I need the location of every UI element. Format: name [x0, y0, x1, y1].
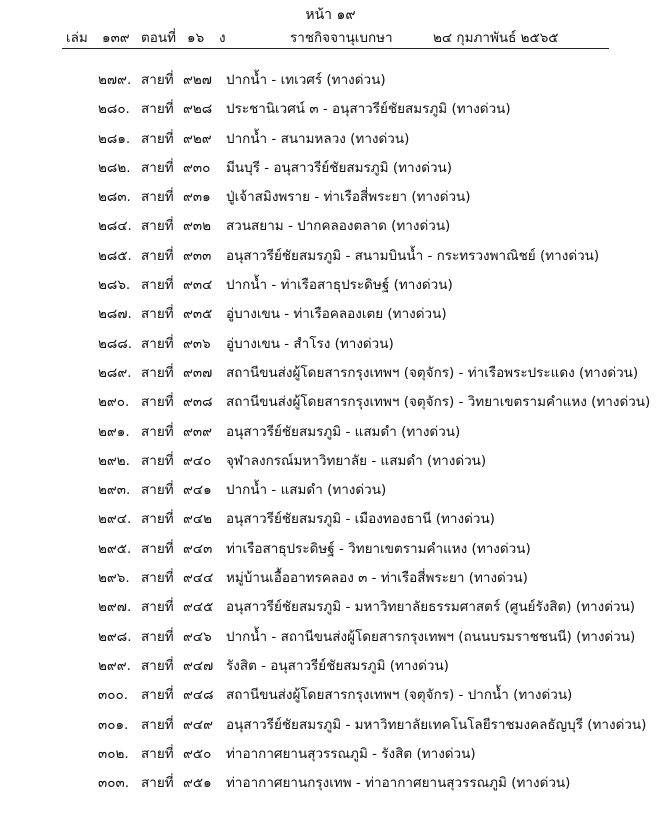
route-label: สายที่ — [141, 570, 174, 587]
route-entry — [0, 449, 661, 478]
route-entry — [0, 625, 661, 654]
route-code: ๙๕๐ — [183, 745, 212, 762]
entry-number: ๒๙๗. — [98, 599, 132, 616]
route-entry — [0, 97, 661, 126]
route-code: ๙๓๒ — [183, 218, 212, 235]
route-label: สายที่ — [141, 394, 174, 411]
route-label: สายที่ — [141, 335, 174, 352]
entry-number: ๓๐๒. — [98, 745, 129, 762]
route-code: ๙๓๙ — [183, 423, 213, 440]
route-label: สายที่ — [141, 159, 174, 176]
entry-number: ๒๘๗. — [98, 306, 132, 323]
entry-number: ๓๐๐. — [98, 687, 128, 704]
route-label: สายที่ — [141, 452, 174, 469]
route-code: ๙๔๒ — [183, 511, 213, 528]
route-label: สายที่ — [141, 364, 174, 381]
route-code: ๙๔๗ — [183, 657, 214, 674]
route-entry — [0, 742, 661, 771]
route-entry — [0, 390, 661, 419]
entry-number: ๒๘๐. — [98, 101, 130, 118]
route-label: สายที่ — [141, 247, 174, 264]
entry-number: ๒๘๕. — [98, 247, 132, 264]
route-code: ๙๔๔ — [183, 570, 214, 587]
route-code: ๙๔๑ — [183, 482, 212, 499]
route-label: สายที่ — [141, 72, 174, 88]
route-description: อนุสาวรีย์ชัยสมรภูมิ - แสมดำ (ทางด่วน) — [226, 423, 461, 440]
route-code: ๙๓๗ — [183, 364, 213, 381]
entry-number: ๒๘๖. — [98, 277, 131, 294]
route-label: สายที่ — [141, 482, 174, 499]
route-entry — [0, 654, 661, 683]
entry-number: ๓๐๑. — [98, 716, 129, 733]
route-description: สถานีขนส่งผู้โดยสารกรุงเทพฯ (จตุจักร) - ท่าเรือพระประแดง (ทางด่วน) — [226, 364, 639, 381]
route-label: สายที่ — [141, 599, 174, 616]
route-label: สายที่ — [141, 745, 174, 762]
route-label: สายที่ — [141, 511, 174, 528]
route-label: สายที่ — [141, 218, 174, 235]
route-description: ปากน้ำ - เทเวศร์ (ทางด่วน) — [226, 72, 386, 88]
section-letter: ง — [219, 30, 226, 46]
entry-number: ๒๘๔. — [98, 218, 132, 235]
entry-number: ๒๗๙. — [98, 72, 132, 88]
route-code: ๙๓๘ — [183, 394, 213, 411]
route-entry — [0, 361, 661, 390]
route-description: ปากน้ำ - สนามหลวง (ทางด่วน) — [226, 130, 410, 147]
route-code: ๙๓๑ — [183, 189, 211, 206]
route-description: ปากน้ำ - ท่าเรือสาธุประดิษฐ์ (ทางด่วน) — [226, 277, 453, 294]
route-description: ประชานิเวศน์ ๓ - อนุสาวรีย์ชัยสมรภูมิ (ทางด่วน) — [226, 101, 511, 118]
route-code: ๙๓๐ — [183, 159, 211, 176]
route-label: สายที่ — [141, 687, 174, 704]
route-description: สวนสยาม - ปากคลองตลาด (ทางด่วน) — [226, 218, 451, 235]
route-entry — [0, 683, 661, 712]
route-entry — [0, 507, 661, 536]
route-description: ปากน้ำ - แสมดำ (ทางด่วน) — [226, 482, 387, 499]
volume-number: ๑๓๙ — [102, 30, 130, 46]
route-description: รังสิต - อนุสาวรีย์ชัยสมรภูมิ (ทางด่วน) — [226, 657, 449, 674]
route-label: สายที่ — [141, 657, 174, 674]
route-label: สายที่ — [141, 540, 174, 557]
header-rule — [62, 48, 609, 49]
route-description: สถานีขนส่งผู้โดยสารกรุงเทพฯ (จตุจักร) - วิทยาเขตรามคำแหง (ทางด่วน) — [226, 394, 651, 411]
route-label: สายที่ — [141, 189, 174, 206]
route-list — [0, 68, 661, 800]
route-description: สถานีขนส่งผู้โดยสารกรุงเทพฯ (จตุจักร) - ปากน้ำ (ทางด่วน) — [226, 687, 573, 704]
route-entry — [0, 302, 661, 331]
entry-number: ๒๙๙. — [98, 657, 131, 674]
entry-number: ๒๙๒. — [98, 452, 130, 469]
route-description: อนุสาวรีย์ชัยสมรภูมิ - มหาวิทยาลัยเทคโนโลยีราชมงคลธัญบุรี (ทางด่วน) — [226, 716, 647, 733]
route-code: ๙๓๖ — [183, 335, 211, 352]
route-code: ๙๒๘ — [183, 101, 213, 118]
route-description: หมู่บ้านเอื้ออาทรคลอง ๓ - ท่าเรือสี่พระยา (ทางด่วน) — [226, 570, 528, 587]
route-code: ๙๔๐ — [183, 452, 212, 469]
entry-number: ๒๘๓. — [98, 189, 131, 206]
gazette-header — [0, 26, 661, 46]
entry-number: ๒๙๐. — [98, 394, 130, 411]
route-description: ท่าอากาศยานกรุงเทพ - ท่าอากาศยานสุวรรณภูมิ (ทางด่วน) — [226, 775, 571, 792]
route-description: ท่าเรือสาธุประดิษฐ์ - วิทยาเขตรามคำแหง (ทางด่วน) — [226, 540, 531, 557]
entry-number: ๒๙๔. — [98, 511, 132, 528]
route-description: อู่บางเขน - ท่าเรือคลองเตย (ทางด่วน) — [226, 306, 447, 323]
route-entry — [0, 244, 661, 273]
route-entry — [0, 68, 661, 97]
route-entry — [0, 713, 661, 742]
route-code: ๙๔๕ — [183, 599, 214, 616]
entry-number: ๒๘๑. — [98, 130, 131, 147]
route-entry — [0, 537, 661, 566]
route-code: ๙๓๔ — [183, 277, 213, 294]
route-label: สายที่ — [141, 277, 174, 294]
route-label: สายที่ — [141, 130, 174, 147]
route-code: ๙๒๙ — [183, 130, 212, 147]
route-entry — [0, 273, 661, 302]
route-code: ๙๕๑ — [183, 775, 212, 792]
entry-number: ๒๙๖. — [98, 570, 130, 587]
route-description: อนุสาวรีย์ชัยสมรภูมิ - มหาวิทยาลัยธรรมศาสตร์ (ศูนย์รังสิต) (ทางด่วน) — [226, 599, 636, 616]
issue-label: ตอนที่ — [141, 30, 177, 46]
route-description: อู่บางเขน - สำโรง (ทางด่วน) — [226, 335, 394, 352]
entry-number: ๒๘๘. — [98, 335, 133, 352]
entry-number: ๒๙๘. — [98, 628, 132, 645]
route-code: ๙๒๗ — [183, 72, 212, 88]
route-description: ท่าอากาศยานสุวรรณภูมิ - รังสิต (ทางด่วน) — [226, 745, 476, 762]
route-code: ๙๔๖ — [183, 628, 212, 645]
route-code: ๙๓๓ — [183, 247, 212, 264]
route-label: สายที่ — [141, 306, 174, 323]
route-code: ๙๓๕ — [183, 306, 213, 323]
route-code: ๙๔๘ — [183, 687, 214, 704]
route-description: อนุสาวรีย์ชัยสมรภูมิ - สนามบินน้ำ - กระทรวงพาณิชย์ (ทางด่วน) — [226, 247, 600, 264]
issue-number: ๑๖ — [187, 30, 205, 46]
route-entry — [0, 185, 661, 214]
route-entry — [0, 595, 661, 624]
route-label: สายที่ — [141, 628, 174, 645]
route-description: อนุสาวรีย์ชัยสมรภูมิ - เมืองทองธานี (ทางด่วน) — [226, 511, 495, 528]
route-entry — [0, 566, 661, 595]
route-entry — [0, 156, 661, 185]
route-label: สายที่ — [141, 101, 174, 118]
route-entry — [0, 478, 661, 507]
route-description: ปู่เจ้าสมิงพราย - ท่าเรือสี่พระยา (ทางด่วน) — [226, 189, 471, 206]
route-entry — [0, 214, 661, 243]
publication-date: ๒๔ กุมภาพันธ์ ๒๕๖๕ — [433, 30, 559, 46]
route-description: ปากน้ำ - สถานีขนส่งผู้โดยสารกรุงเทพฯ (ถนนบรมราชชนนี) (ทางด่วน) — [226, 628, 636, 645]
volume-label: เล่ม — [66, 30, 88, 46]
entry-number: ๒๙๓. — [98, 482, 131, 499]
route-code: ๙๔๓ — [183, 540, 213, 557]
route-description: มีนบุรี - อนุสาวรีย์ชัยสมรภูมิ (ทางด่วน) — [226, 159, 453, 176]
route-label: สายที่ — [141, 423, 174, 440]
route-label: สายที่ — [141, 716, 174, 733]
page-number: หน้า ๑๙ — [305, 7, 356, 23]
route-entry — [0, 420, 661, 449]
route-entry — [0, 127, 661, 156]
entry-number: ๒๘๙. — [98, 364, 132, 381]
route-entry — [0, 771, 661, 800]
route-description: จุฬาลงกรณ์มหาวิทยาลัย - แสมดำ (ทางด่วน) — [226, 452, 487, 469]
entry-number: ๓๐๓. — [98, 775, 129, 792]
route-label: สายที่ — [141, 775, 174, 792]
gazette-title: ราชกิจจานุเบกษา — [290, 30, 393, 46]
entry-number: ๒๙๑. — [98, 423, 130, 440]
route-code: ๙๔๙ — [183, 716, 213, 733]
route-entry — [0, 332, 661, 361]
entry-number: ๒๙๕. — [98, 540, 132, 557]
entry-number: ๒๘๒. — [98, 159, 131, 176]
